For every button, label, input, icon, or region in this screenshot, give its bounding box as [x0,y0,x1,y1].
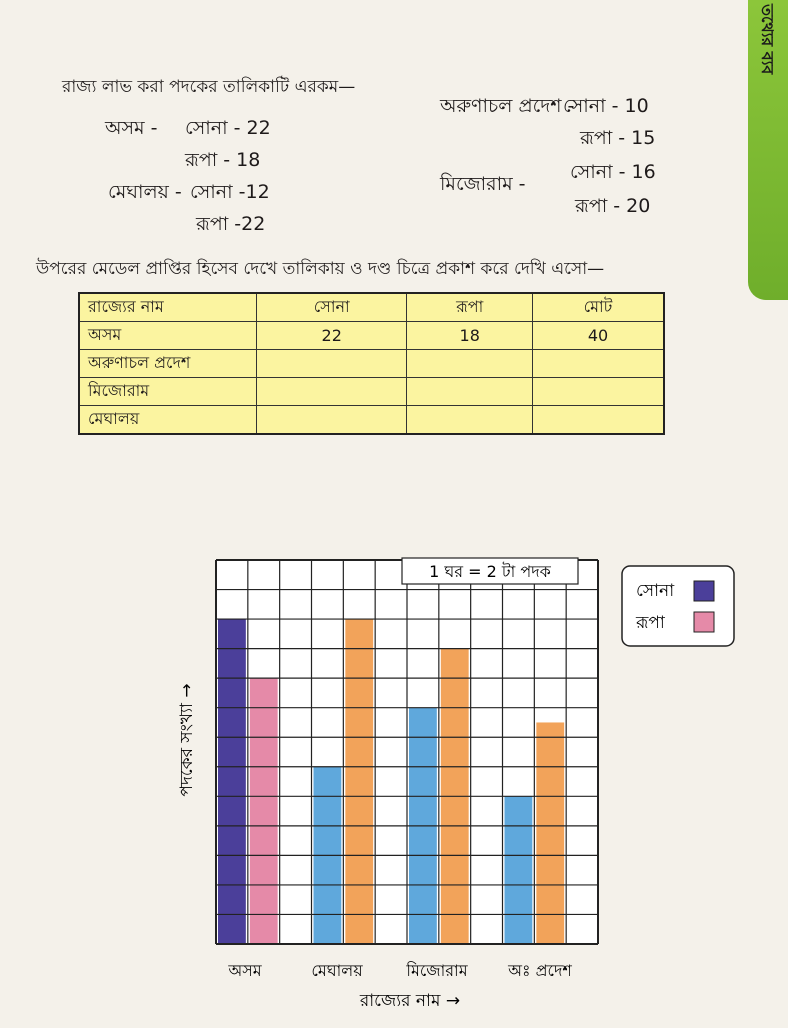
table-header-cell: মোট [533,293,665,322]
chart-y-label: পদকের সংখ্যা → [177,683,197,797]
bar-silver [250,678,278,944]
bar-silver [345,619,373,944]
list-silver-assam: রূপা - 18 [185,149,261,171]
chart-scale-note: 1 ঘর = 2 টা পদক [429,562,551,581]
table-header-cell: সোনা [257,293,407,322]
intro-text: রাজ্য লাভ করা পদকের তালিকাটি এরকম— [62,77,356,97]
legend-swatch-silver [694,612,714,632]
x-tick-label: মিজোরাম [406,961,468,980]
legend-box [622,566,734,646]
list-gold-mizoram: সোনা - 16 [570,161,656,183]
instruction-text: উপরের মেডেল প্রাপ্তির হিসেব দেখে তালিকায় ও দণ্ড চিত্রে প্রকাশ করে দেখি এসো— [36,259,605,279]
side-tab-label: তথ্যের ব্যব [758,4,777,75]
bar-gold [505,796,533,944]
table-header-cell: রাজ্যের নাম [79,293,257,322]
bar-gold [218,619,246,944]
list-silver-arunachal: রূপা - 15 [580,127,656,149]
list-state-meghalaya: মেঘালয় - [108,181,182,203]
x-tick-label: অঃ প্রদেশ [508,961,572,980]
list-silver-meghalaya: রূপা -22 [196,213,266,235]
list-gold-assam: সোনা - 22 [185,117,271,139]
table-cell: অরুণাচল প্রদেশ [79,350,257,378]
x-tick-label: অসম [228,961,262,980]
table-cell[interactable]: 22 [257,322,407,350]
list-gold-meghalaya: সোনা -12 [190,181,270,203]
list-state-mizoram: মিজোরাম - [440,173,526,195]
table-header-cell: রূপা [407,293,533,322]
legend-swatch-gold [694,581,714,601]
legend-label-silver: রূপা [636,613,665,633]
table-cell: অসম [79,322,257,350]
table-cell[interactable]: 40 [533,322,665,350]
list-silver-mizoram: রূপা - 20 [575,195,651,217]
list-state-arunachal: অরুণাচল প্রদেশ - [440,95,575,117]
bar-silver [536,722,564,944]
legend-label-gold: সোনা [636,581,675,601]
chart-x-label: রাজ্যের নাম → [359,991,461,1011]
table-cell: মেঘালয় [79,406,257,435]
table-cell[interactable]: 18 [407,322,533,350]
x-tick-label: মেঘালয় [311,961,363,980]
table-cell: মিজোরাম [79,378,257,406]
list-state-assam: অসম - [105,117,158,139]
list-gold-arunachal: সোনা - 10 [563,95,649,117]
